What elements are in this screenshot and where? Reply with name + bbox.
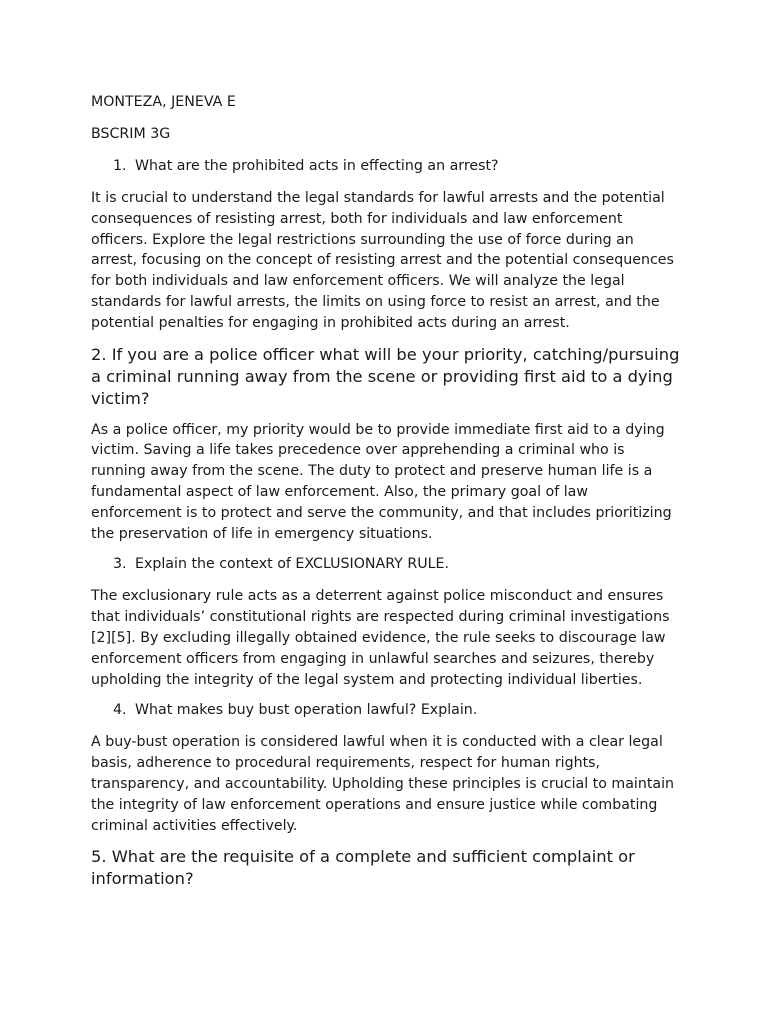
question-1-text: What are the prohibited acts in effecting an arrest? — [135, 158, 499, 174]
student-name: MONTEZA, JENEVA E — [91, 94, 236, 110]
question-3 — [91, 554, 681, 575]
document-page — [91, 92, 681, 900]
answer-4: A buy-bust operation is considered lawful when it is conducted with a clear legal basis, adherence to procedural requirements, respect for human rights, transparency, and accountability. Upholding these principles is crucial to maintain the integrity of law enforcement operations and ensure justice while combating criminal activities effectively. — [91, 734, 675, 834]
question-1-number: 1. — [113, 158, 127, 174]
question-5: 5. What are the requisite of a complete and sufficient complaint or information? — [91, 847, 635, 889]
answer-2: As a police officer, my priority would be to provide immediate first aid to a dying victim. Saving a life takes precedence over apprehending a criminal who is running away from the scene. The duty to protect and preserve human life is a fundamental aspect of law enforcement. Also, the primary goal of law enforcement is to protect and serve the community, and that includes prioritizing the preservation of life in emergency situations. — [91, 421, 672, 542]
student-section: BSCRIM 3G — [91, 126, 171, 142]
question-3-number: 3. — [113, 556, 127, 573]
question-4 — [91, 700, 681, 721]
question-4-text: What makes buy bust operation lawful? Explain. — [135, 702, 478, 719]
question-4-number: 4. — [113, 702, 127, 719]
question-2: 2. If you are a police officer what will be your priority, catching/pursuing a criminal running away from the scene or providing first aid to a dying victim? — [91, 344, 680, 408]
question-3-text: Explain the context of EXCLUSIONARY RULE. — [135, 556, 449, 573]
answer-3: The exclusionary rule acts as a deterrent against police misconduct and ensures that individuals’ constitutional rights are respected during criminal investigations [2][5]. By excluding illegally obtained evidence, the rule seeks to discourage law enforcement officers from engaging in unlawful searches and seizures, thereby upholding the integrity of the legal system and protecting individual liberties. — [91, 588, 670, 688]
question-1 — [91, 156, 681, 177]
answer-1: It is crucial to understand the legal standards for lawful arrests and the potential consequences of resisting arrest, both for individuals and law enforcement officers. Explore the legal restrictions surrounding the use of force during an arrest, focusing on the concept of resisting arrest and the potential consequences for both individuals and law enforcement officers. We will analyze the legal standards for lawful arrests, the limits on using force to resist an arrest, and the potential penalties for engaging in prohibited acts during an arrest. — [91, 190, 674, 331]
